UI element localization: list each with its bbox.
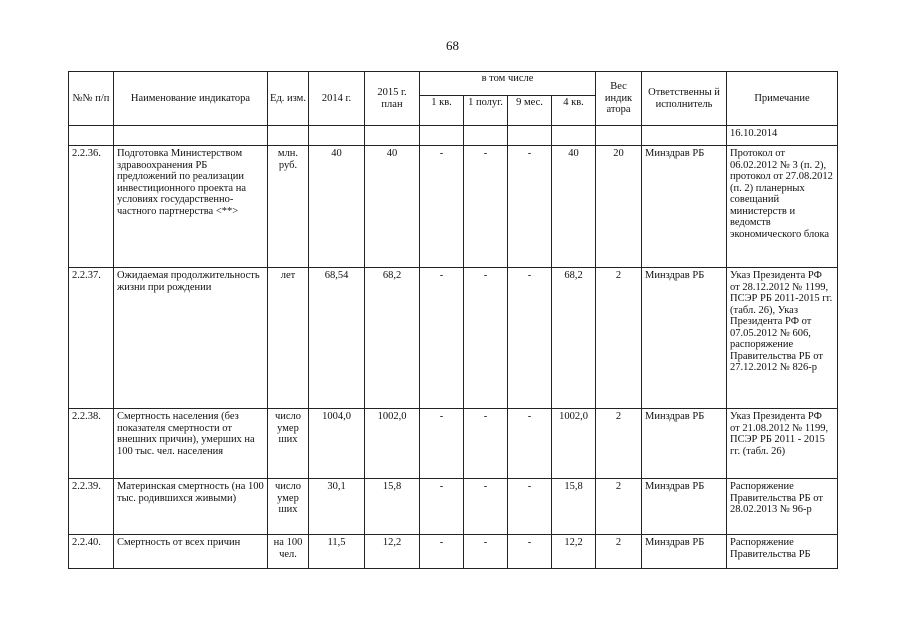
row-name: Материнская смертность (на 100 тыс. родившихся живыми) (114, 479, 268, 535)
row-q4: 1002,0 (552, 409, 596, 479)
row-note: Протокол от 06.02.2012 № 3 (п. 2), протокол от 27.08.2012 (п. 2) планерных совещаний министерств и ведомств экономического блока (727, 146, 838, 268)
row-9m: - (508, 535, 552, 569)
row-note: 16.10.2014 (727, 126, 838, 146)
row-resp: Минздрав РБ (642, 535, 727, 569)
header-unit: Ед. изм. (268, 72, 309, 126)
row-weight: 2 (596, 479, 642, 535)
row-2015 (365, 126, 420, 146)
row-q1: - (420, 479, 464, 535)
row-unit: лет (268, 268, 309, 409)
row-2014: 1004,0 (309, 409, 365, 479)
table-row (69, 146, 838, 268)
row-9m: - (508, 409, 552, 479)
row-2015: 1002,0 (365, 409, 420, 479)
header-num: №№ п/п (69, 72, 114, 126)
row-resp: Минздрав РБ (642, 146, 727, 268)
row-2014: 40 (309, 146, 365, 268)
table-row (69, 268, 838, 409)
row-h1: - (464, 479, 508, 535)
row-note: Указ Президента РФ от 28.12.2012 № 1199, ПСЭР РБ 2011-2015 гг. (табл. 26), Указ Президента РФ от 07.05.2012 № 606, распоряжение Правительства РБ от 27.12.2012 № 826-р (727, 268, 838, 409)
row-q1: - (420, 409, 464, 479)
row-2015: 40 (365, 146, 420, 268)
row-weight: 20 (596, 146, 642, 268)
row-name: Смертность населения (без показателя смертности от внешних причин), умерших на 100 тыс. чел. населения (114, 409, 268, 479)
table-row (69, 479, 838, 535)
row-q4: 15,8 (552, 479, 596, 535)
row-2014: 11,5 (309, 535, 365, 569)
row-2015: 68,2 (365, 268, 420, 409)
table-row (69, 126, 838, 146)
header-note: Примечание (727, 72, 838, 126)
row-note: Указ Президента РФ от 21.08.2012 № 1199, ПСЭР РБ 2011 - 2015 гг. (табл. 26) (727, 409, 838, 479)
header-q1: 1 кв. (420, 96, 464, 126)
row-h1: - (464, 146, 508, 268)
row-q1: - (420, 535, 464, 569)
row-note: Распоряжение Правительства РБ (727, 535, 838, 569)
row-q4: 68,2 (552, 268, 596, 409)
row-num (69, 126, 114, 146)
row-num: 2.2.36. (69, 146, 114, 268)
row-q1: - (420, 146, 464, 268)
row-resp (642, 126, 727, 146)
row-weight: 2 (596, 409, 642, 479)
header-9m: 9 мес. (508, 96, 552, 126)
header-resp: Ответственны й исполнитель (642, 72, 727, 126)
row-2015: 15,8 (365, 479, 420, 535)
header-h1: 1 полуг. (464, 96, 508, 126)
row-unit: число умер ших (268, 409, 309, 479)
row-resp: Минздрав РБ (642, 268, 727, 409)
row-resp: Минздрав РБ (642, 409, 727, 479)
header-2015: 2015 г. план (365, 72, 420, 126)
row-note: Распоряжение Правительства РБ от 28.02.2013 № 96-р (727, 479, 838, 535)
row-num: 2.2.39. (69, 479, 114, 535)
header-2014: 2014 г. (309, 72, 365, 126)
row-num: 2.2.37. (69, 268, 114, 409)
row-unit (268, 126, 309, 146)
table-row (69, 409, 838, 479)
row-weight: 2 (596, 535, 642, 569)
row-q4: 40 (552, 146, 596, 268)
page-number: 68 (446, 38, 459, 53)
row-unit: на 100 чел. (268, 535, 309, 569)
table-row (69, 535, 838, 569)
row-name: Подготовка Министерством здравоохранения РБ предложений по реализации инвестиционного проекта на условиях государственно-частного партнерства <**> (114, 146, 268, 268)
row-name: Ожидаемая продолжительность жизни при рождении (114, 268, 268, 409)
row-q4: 12,2 (552, 535, 596, 569)
header-weight: Вес индик атора (596, 72, 642, 126)
row-unit: млн. руб. (268, 146, 309, 268)
row-name: Смертность от всех причин (114, 535, 268, 569)
row-weight: 2 (596, 268, 642, 409)
row-q4 (552, 126, 596, 146)
row-h1: - (464, 409, 508, 479)
row-weight (596, 126, 642, 146)
row-9m: - (508, 268, 552, 409)
row-h1 (464, 126, 508, 146)
row-2014: 30,1 (309, 479, 365, 535)
indicators-table (68, 71, 838, 569)
row-2015: 12,2 (365, 535, 420, 569)
row-9m: - (508, 146, 552, 268)
row-q1: - (420, 268, 464, 409)
row-resp: Минздрав РБ (642, 479, 727, 535)
header-name: Наименование индикатора (114, 72, 268, 126)
row-2014 (309, 126, 365, 146)
row-num: 2.2.40. (69, 535, 114, 569)
row-2014: 68,54 (309, 268, 365, 409)
row-h1: - (464, 268, 508, 409)
row-9m (508, 126, 552, 146)
row-9m: - (508, 479, 552, 535)
header-incl: в том числе (420, 72, 596, 96)
row-unit: число умер ших (268, 479, 309, 535)
row-num: 2.2.38. (69, 409, 114, 479)
header-q4: 4 кв. (552, 96, 596, 126)
row-h1: - (464, 535, 508, 569)
row-q1 (420, 126, 464, 146)
row-name (114, 126, 268, 146)
